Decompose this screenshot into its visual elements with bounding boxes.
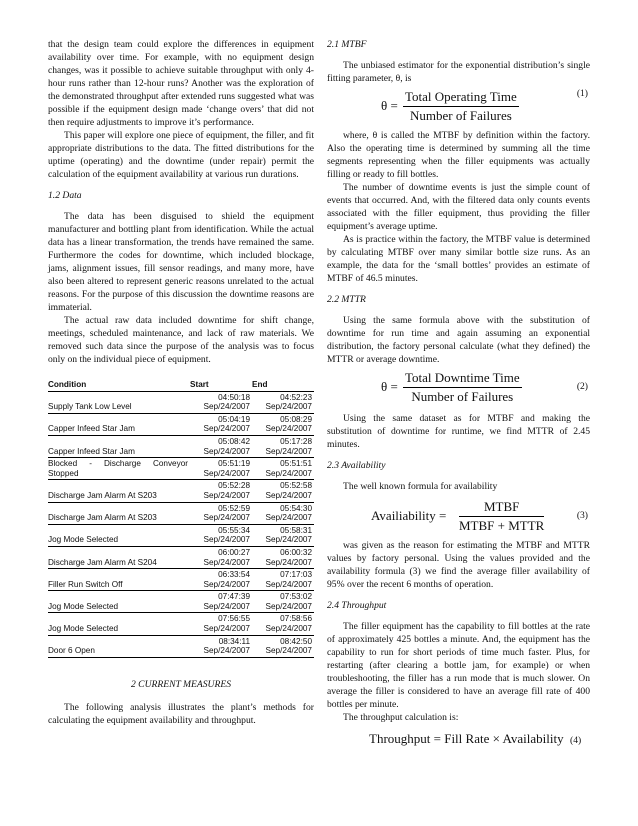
cell-start [190, 480, 252, 502]
paragraph: The actual raw data included downtime for shift change, meetings, scheduled maintenance, and lack of raw materials. We removed such data since the purpose of the analysis was to focus only on the individual piece of equipment. [48, 315, 314, 365]
cell-condition: Discharge Jam Alarm At S203 [48, 502, 190, 524]
cell-condition: Door 6 Open [48, 635, 190, 657]
end-time: 05:52:58 [280, 481, 312, 491]
start-time: 04:50:18 [218, 392, 250, 402]
table-body [48, 391, 314, 657]
table-row [48, 502, 314, 524]
section-heading-2-3: 2.3 Availability [327, 460, 386, 471]
paragraph: Using the same dataset as for MTBF and making the substitution of downtime for runtime, we find MTTR of 2.45 minutes. [327, 413, 590, 450]
table-row [48, 635, 314, 657]
end-time: 05:17:28 [280, 436, 312, 446]
table-row [48, 569, 314, 591]
end-date: Sep/24/2007 [265, 579, 312, 589]
cell-end [252, 480, 314, 502]
equation-number: (2) [576, 381, 588, 392]
start-date: Sep/24/2007 [203, 601, 250, 611]
cell-end [252, 435, 314, 457]
table-row [48, 413, 314, 435]
cell-condition: Jog Mode Selected [48, 524, 190, 546]
cell-condition: Discharge Jam Alarm At S204 [48, 546, 190, 568]
section-heading-2-2: 2.2 MTTR [327, 294, 366, 305]
equation-fraction [403, 89, 519, 123]
table-row [48, 591, 314, 613]
cell-condition: Blocked - Discharge Conveyor Stopped [48, 458, 190, 480]
equation-4 [327, 732, 590, 747]
cell-start [190, 613, 252, 635]
section-heading-2: 2 CURRENT MEASURES [130, 678, 232, 690]
cell-start [190, 391, 252, 413]
cell-condition: Filler Run Switch Off [48, 569, 190, 591]
equation-1 [327, 89, 590, 125]
cell-end [252, 569, 314, 591]
end-date: Sep/24/2007 [265, 424, 312, 434]
end-date: Sep/24/2007 [265, 601, 312, 611]
cell-end [252, 502, 314, 524]
end-date: Sep/24/2007 [265, 490, 312, 500]
end-time: 07:53:02 [280, 592, 312, 602]
cell-start [190, 591, 252, 613]
equation-numerator: Total Downtime Time [403, 370, 522, 388]
paragraph: Using the same formula above with the substitution of downtime for run time and again assuming an exponential distribution, the factory personal calculate (what they defined) the MTTR or average downtime. [327, 315, 590, 365]
start-time: 05:08:42 [218, 436, 250, 446]
equation-denominator: Number of Failures [409, 108, 512, 123]
end-time: 05:54:30 [280, 503, 312, 513]
end-time: 06:00:32 [280, 547, 312, 557]
table-row [48, 458, 314, 480]
start-date: Sep/24/2007 [203, 624, 250, 634]
start-date: Sep/24/2007 [203, 513, 250, 523]
end-date: Sep/24/2007 [265, 646, 312, 656]
paragraph: was given as the reason for estimating the MTBF and MTTR values by factory personal. Using the values provided and the availability formula (3) we find the average filler availability of 95% over the recent 6 months of operation. [327, 540, 590, 590]
table-row [48, 391, 314, 413]
right-column [327, 38, 590, 747]
paragraph: The unbiased estimator for the exponential distribution’s single fitting parameter, θ, is [327, 60, 590, 84]
paragraph: The data has been disguised to shield the equipment manufacturer and bottling plant from identification. While the actual data has a linear transformation, the trends have remained the same. Furthermore the codes for downtime, which included blockage, jams, alignment issues, fill sensor readings, and many more, have also been altered to represent generic reasons unrelated to the actual reasons. For the purpose of this discussion the downtime reasons are immaterial. [48, 211, 314, 313]
section-heading-1-2: 1.2 Data [48, 190, 82, 201]
start-date: Sep/24/2007 [203, 490, 250, 500]
downtime-table [48, 380, 314, 658]
paragraph: As is practice within the factory, the MTBF value is determined by calculating MTBF over many similar bottle size runs. As an example, the data for the ‘small bottles’ provides an estimate of MTBF of 46.5 minutes. [327, 234, 590, 284]
equation-fraction [403, 370, 522, 404]
end-time: 05:08:29 [280, 414, 312, 424]
cell-end [252, 613, 314, 635]
equation-lhs: θ = [381, 98, 398, 113]
equation-denominator: Number of Failures [411, 389, 514, 404]
cell-condition: Capper Infeed Star Jam [48, 435, 190, 457]
start-date: Sep/24/2007 [203, 579, 250, 589]
equation-numerator: Total Operating Time [403, 89, 519, 107]
cell-end [252, 635, 314, 657]
end-date: Sep/24/2007 [265, 535, 312, 545]
table-row [48, 613, 314, 635]
cell-condition: Discharge Jam Alarm At S203 [48, 480, 190, 502]
end-time: 04:52:23 [280, 392, 312, 402]
end-date: Sep/24/2007 [265, 468, 312, 478]
paragraph: The well known formula for availability [343, 481, 498, 492]
equation-number: (3) [576, 510, 588, 521]
start-time: 07:56:55 [218, 614, 250, 624]
column-header-condition: Condition [48, 380, 87, 389]
cell-start [190, 458, 252, 480]
start-time: 08:34:11 [218, 636, 250, 646]
end-date: Sep/24/2007 [265, 624, 312, 634]
paragraph: The filler equipment has the capability to fill bottles at the rate of approximately 425 bottles a minute. And, the equipment has the capability to run for short periods of time much faster. Plus, for restarting (after clearing a bottle jam, for example) or when troubleshooting, the filler has a run mode that is much slower. On average the filler is considered to have an average fill rate of 400 bottles per minute. [327, 621, 590, 710]
start-time: 05:51:19 [218, 459, 250, 469]
end-time: 07:17:03 [280, 570, 312, 580]
section-heading-2-4: 2.4 Throughput [327, 600, 387, 611]
equation-number: (1) [576, 88, 588, 99]
paragraph: The following analysis illustrates the plant’s methods for calculating the equipment availability and throughput. [48, 701, 314, 726]
cell-end [252, 546, 314, 568]
start-time: 05:55:34 [218, 525, 250, 535]
start-date: Sep/24/2007 [203, 446, 250, 456]
paragraph: where, θ is called the MTBF by definition within the factory. Also the operating time is determined by summing all the time segments representing when the filler equipments was actually filling or ready to fill bottles. [327, 130, 590, 180]
paragraph: The number of downtime events is just the simple count of events that occurred. And, with the filtered data only counts events associated with the filler equipment, thus providing the filler equipment’s average uptime. [327, 182, 590, 232]
table-header-row [48, 380, 314, 391]
table-row [48, 546, 314, 568]
end-time: 05:58:31 [280, 525, 312, 535]
end-time: 05:51:51 [280, 459, 312, 469]
start-time: 06:33:54 [218, 570, 250, 580]
cell-end [252, 413, 314, 435]
equation-denominator: MTBF + MTTR [459, 518, 545, 533]
table-row [48, 524, 314, 546]
cell-condition: Capper Infeed Star Jam [48, 413, 190, 435]
end-date: Sep/24/2007 [265, 513, 312, 523]
equation-lhs: Availiability = [371, 508, 447, 523]
section-heading-2-1: 2.1 MTBF [327, 39, 367, 50]
cell-start [190, 569, 252, 591]
cell-end [252, 458, 314, 480]
start-date: Sep/24/2007 [203, 557, 250, 567]
cell-end [252, 391, 314, 413]
start-time: 05:52:28 [218, 481, 250, 491]
equation-numerator: MTBF [459, 499, 544, 517]
cell-end [252, 591, 314, 613]
cell-start [190, 502, 252, 524]
start-date: Sep/24/2007 [203, 468, 250, 478]
end-date: Sep/24/2007 [265, 446, 312, 456]
end-time: 08:42:50 [280, 636, 312, 646]
cell-start [190, 635, 252, 657]
left-column [48, 38, 314, 727]
equation-fraction [459, 499, 544, 533]
start-time: 05:52:59 [218, 503, 250, 513]
start-time: 06:00:27 [218, 547, 250, 557]
paragraph: that the design team could explore the differences in equipment availability over time. For example, with no equipment design changes, was it possible to achieve suitable throughput with only 4-hour runs rather than 12-hour runs? Another was the exploration of the demonstrated throughput after extended runs suggested what was possible if the equipment design made ‘change overs’ that did not then require adjustments to improve it’s performance. [48, 39, 314, 128]
start-date: Sep/24/2007 [203, 424, 250, 434]
equation-3 [327, 499, 590, 535]
equation-lhs: θ = [381, 379, 398, 394]
end-date: Sep/24/2007 [265, 557, 312, 567]
equation-2 [327, 370, 590, 406]
paragraph: The throughput calculation is: [343, 712, 459, 723]
equation-text: Throughput = Fill Rate × Availability [369, 731, 564, 746]
column-header-start: Start [190, 380, 209, 389]
cell-start [190, 413, 252, 435]
cell-condition: Supply Tank Low Level [48, 391, 190, 413]
end-date: Sep/24/2007 [265, 402, 312, 412]
table-row [48, 435, 314, 457]
paragraph: This paper will explore one piece of equipment, the filler, and fit appropriate distributions to the data. The fitted distributions for the uptime (operating) and the downtime (under repair) permit the calculation of the equipment availability at various run durations. [48, 130, 314, 180]
cell-condition: Jog Mode Selected [48, 591, 190, 613]
start-time: 07:47:39 [218, 592, 250, 602]
start-date: Sep/24/2007 [203, 535, 250, 545]
column-header-end: End [252, 380, 268, 389]
equation-number: (4) [570, 735, 582, 746]
end-time: 07:58:56 [280, 614, 312, 624]
table-row [48, 480, 314, 502]
cell-end [252, 524, 314, 546]
cell-start [190, 435, 252, 457]
start-time: 05:04:19 [218, 414, 250, 424]
start-date: Sep/24/2007 [203, 402, 250, 412]
cell-condition: Jog Mode Selected [48, 613, 190, 635]
cell-start [190, 524, 252, 546]
start-date: Sep/24/2007 [203, 646, 250, 656]
cell-start [190, 546, 252, 568]
